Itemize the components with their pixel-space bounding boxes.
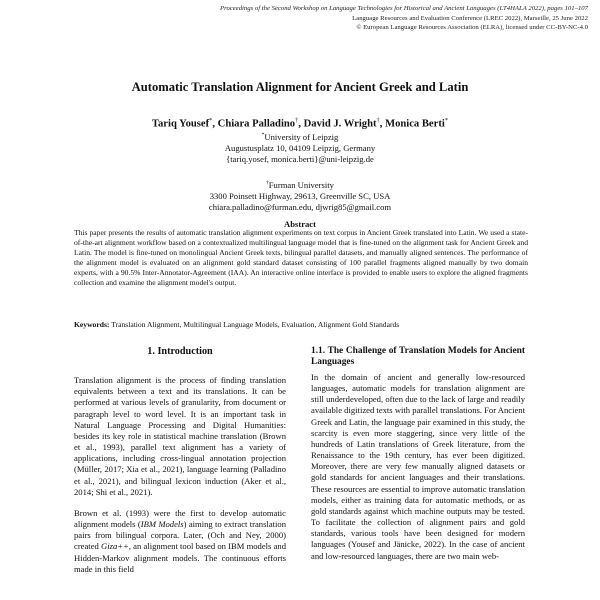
affiliation-mark: * — [261, 132, 265, 138]
author-list — [0, 117, 600, 130]
challenge-paragraph: In the domain of ancient and generally low-resourced languages, automatic models for translation alignment are still underdeveloped, often due to the lack of large and readily available digitized texts with parallel translations. For Ancient Greek and Latin, the language pair examined in this study, the scarcity is even more staggering, since very little of the hundreds of Latin translations of Greek literature, from the Renaissance to the 19th century, has ever been digitized. Moreover, there are very few manually aligned datasets or gold standards for ancient languages and their translations. These resources are essential to improve automatic translation models, either as training data for automatic methods, or as gold standards against which machine outputs may be tested. To facilitate the collection of alignment pairs and gold standards, various tools have been designed for modern languages (Yousef and Jänicke, 2022). In the case of ancient and low-resourced languages, there are two main web- — [311, 372, 525, 561]
author-separator: , — [298, 118, 304, 130]
affiliation-furman — [0, 178, 600, 213]
abstract-heading: Abstract — [284, 219, 316, 229]
emphasis-ibm-models: IBM Models — [140, 519, 184, 530]
author-affiliation-mark: † — [376, 117, 380, 124]
emphasis-giza: Giza++ — [101, 541, 129, 552]
paper-title: Automatic Translation Alignment for Ancient Greek and Latin — [131, 80, 469, 94]
section-heading-introduction: 1. Introduction — [147, 346, 213, 357]
keywords-label: Keywords: — [74, 320, 110, 329]
author-name: Tariq Yousef — [151, 118, 210, 130]
abstract-body: This paper presents the results of automatic translation alignment experiments on text corpus in Ancient Greek translated into Latin. We used a state-of-the-art alignment workflow based on a contextualized multilingual language model that is fine-tuned on the alignment task for Ancient Greek and Latin. The model is fine-tuned on monolingual Ancient Greek texts, bilingual parallel datasets, and manually aligned sentences. The performance of the alignment model is evaluated on an alignment gold standard dataset consisting of 100 parallel fragments aligned manually by two domain experts, with a 90.5% Inter-Annotator-Agreement (IAA). An interactive online interface is provided to enable users to explore the aligned fragments collection and examine the alignment model's output. — [74, 228, 528, 288]
subsection-heading-challenge: 1.1. The Challenge of Translation Models for Ancient Languages — [311, 346, 525, 367]
affiliation-name: University of Leipzig — [264, 131, 339, 142]
affiliation-address: Augustusplatz 10, 04109 Leipzig, Germany — [224, 143, 376, 154]
intro-paragraph-2 — [74, 508, 286, 575]
affiliation-address: 3300 Poinsett Highway, 29613, Greenville SC, USA — [209, 191, 391, 202]
author-name: Chiara Palladino — [217, 118, 296, 130]
keywords-line — [74, 320, 528, 330]
affiliation-name: Furman University — [268, 179, 334, 190]
keywords-text: Translation Alignment, Multilingual Language Models, Evaluation, Alignment Gold Standards — [109, 320, 400, 329]
conference-line: Language Resources and Evaluation Conference (LREC 2022), Marseille, 25 June 2022 — [352, 14, 588, 22]
affiliation-email: {tariq.yosef, monica.berti}@uni-leipzig.de — [226, 154, 374, 165]
proceedings-line: Proceedings of the Second Workshop on Language Technologies for Historical and Ancient Languages (LT4HALA 2022), pages 101–107 — [220, 5, 588, 12]
author-affiliation-mark: * — [444, 117, 449, 124]
author-separator: , — [212, 118, 218, 130]
left-column — [74, 342, 286, 585]
paragraph-text: Brown et al. (1993) were the first to develop automatic alignment models ( — [74, 507, 286, 530]
proceedings-header — [88, 4, 588, 33]
author-name: David J. Wright — [303, 118, 377, 130]
license-line: © European Language Resources Association (ELRA), licensed under CC-BY-NC-4.0 — [356, 24, 588, 32]
author-affiliation-mark: * — [209, 117, 213, 124]
author-affiliation-mark: † — [295, 117, 299, 124]
paragraph-text: ) aiming to extract translation pairs from bilingual corpora. Later, (Och and Ney, 2000) created — [74, 519, 286, 552]
author-separator: , — [379, 118, 386, 130]
affiliation-email: chiara.palladino@furman.edu, djwrig85@gmail.com — [208, 202, 392, 213]
author-name: Monica Berti — [385, 118, 445, 130]
affiliation-mark: † — [266, 180, 269, 186]
right-column — [311, 342, 525, 572]
affiliation-leipzig — [0, 130, 600, 165]
intro-paragraph-1: Translation alignment is the process of finding translation equivalents between a text and its translations. It can be performed at various levels of granularity, from document or paragraph level to word level. It is an important task in Natural Language Processing and Digital Humanities: besides its key role in statistical machine translation (Brown et al., 1993), parallel text alignment has a variety of applications, including cross-lingual annotation projection (Müller, 2017; Xia et al., 2021), language learning (Palladino et al., 2021), and bilingual lexicon induction (Aker et al., 2014; Shi et al., 2021). — [74, 375, 286, 497]
paragraph-text: , an alignment tool based on IBM models and Hidden-Markov alignment models. The continuous efforts made in this field — [74, 541, 287, 574]
